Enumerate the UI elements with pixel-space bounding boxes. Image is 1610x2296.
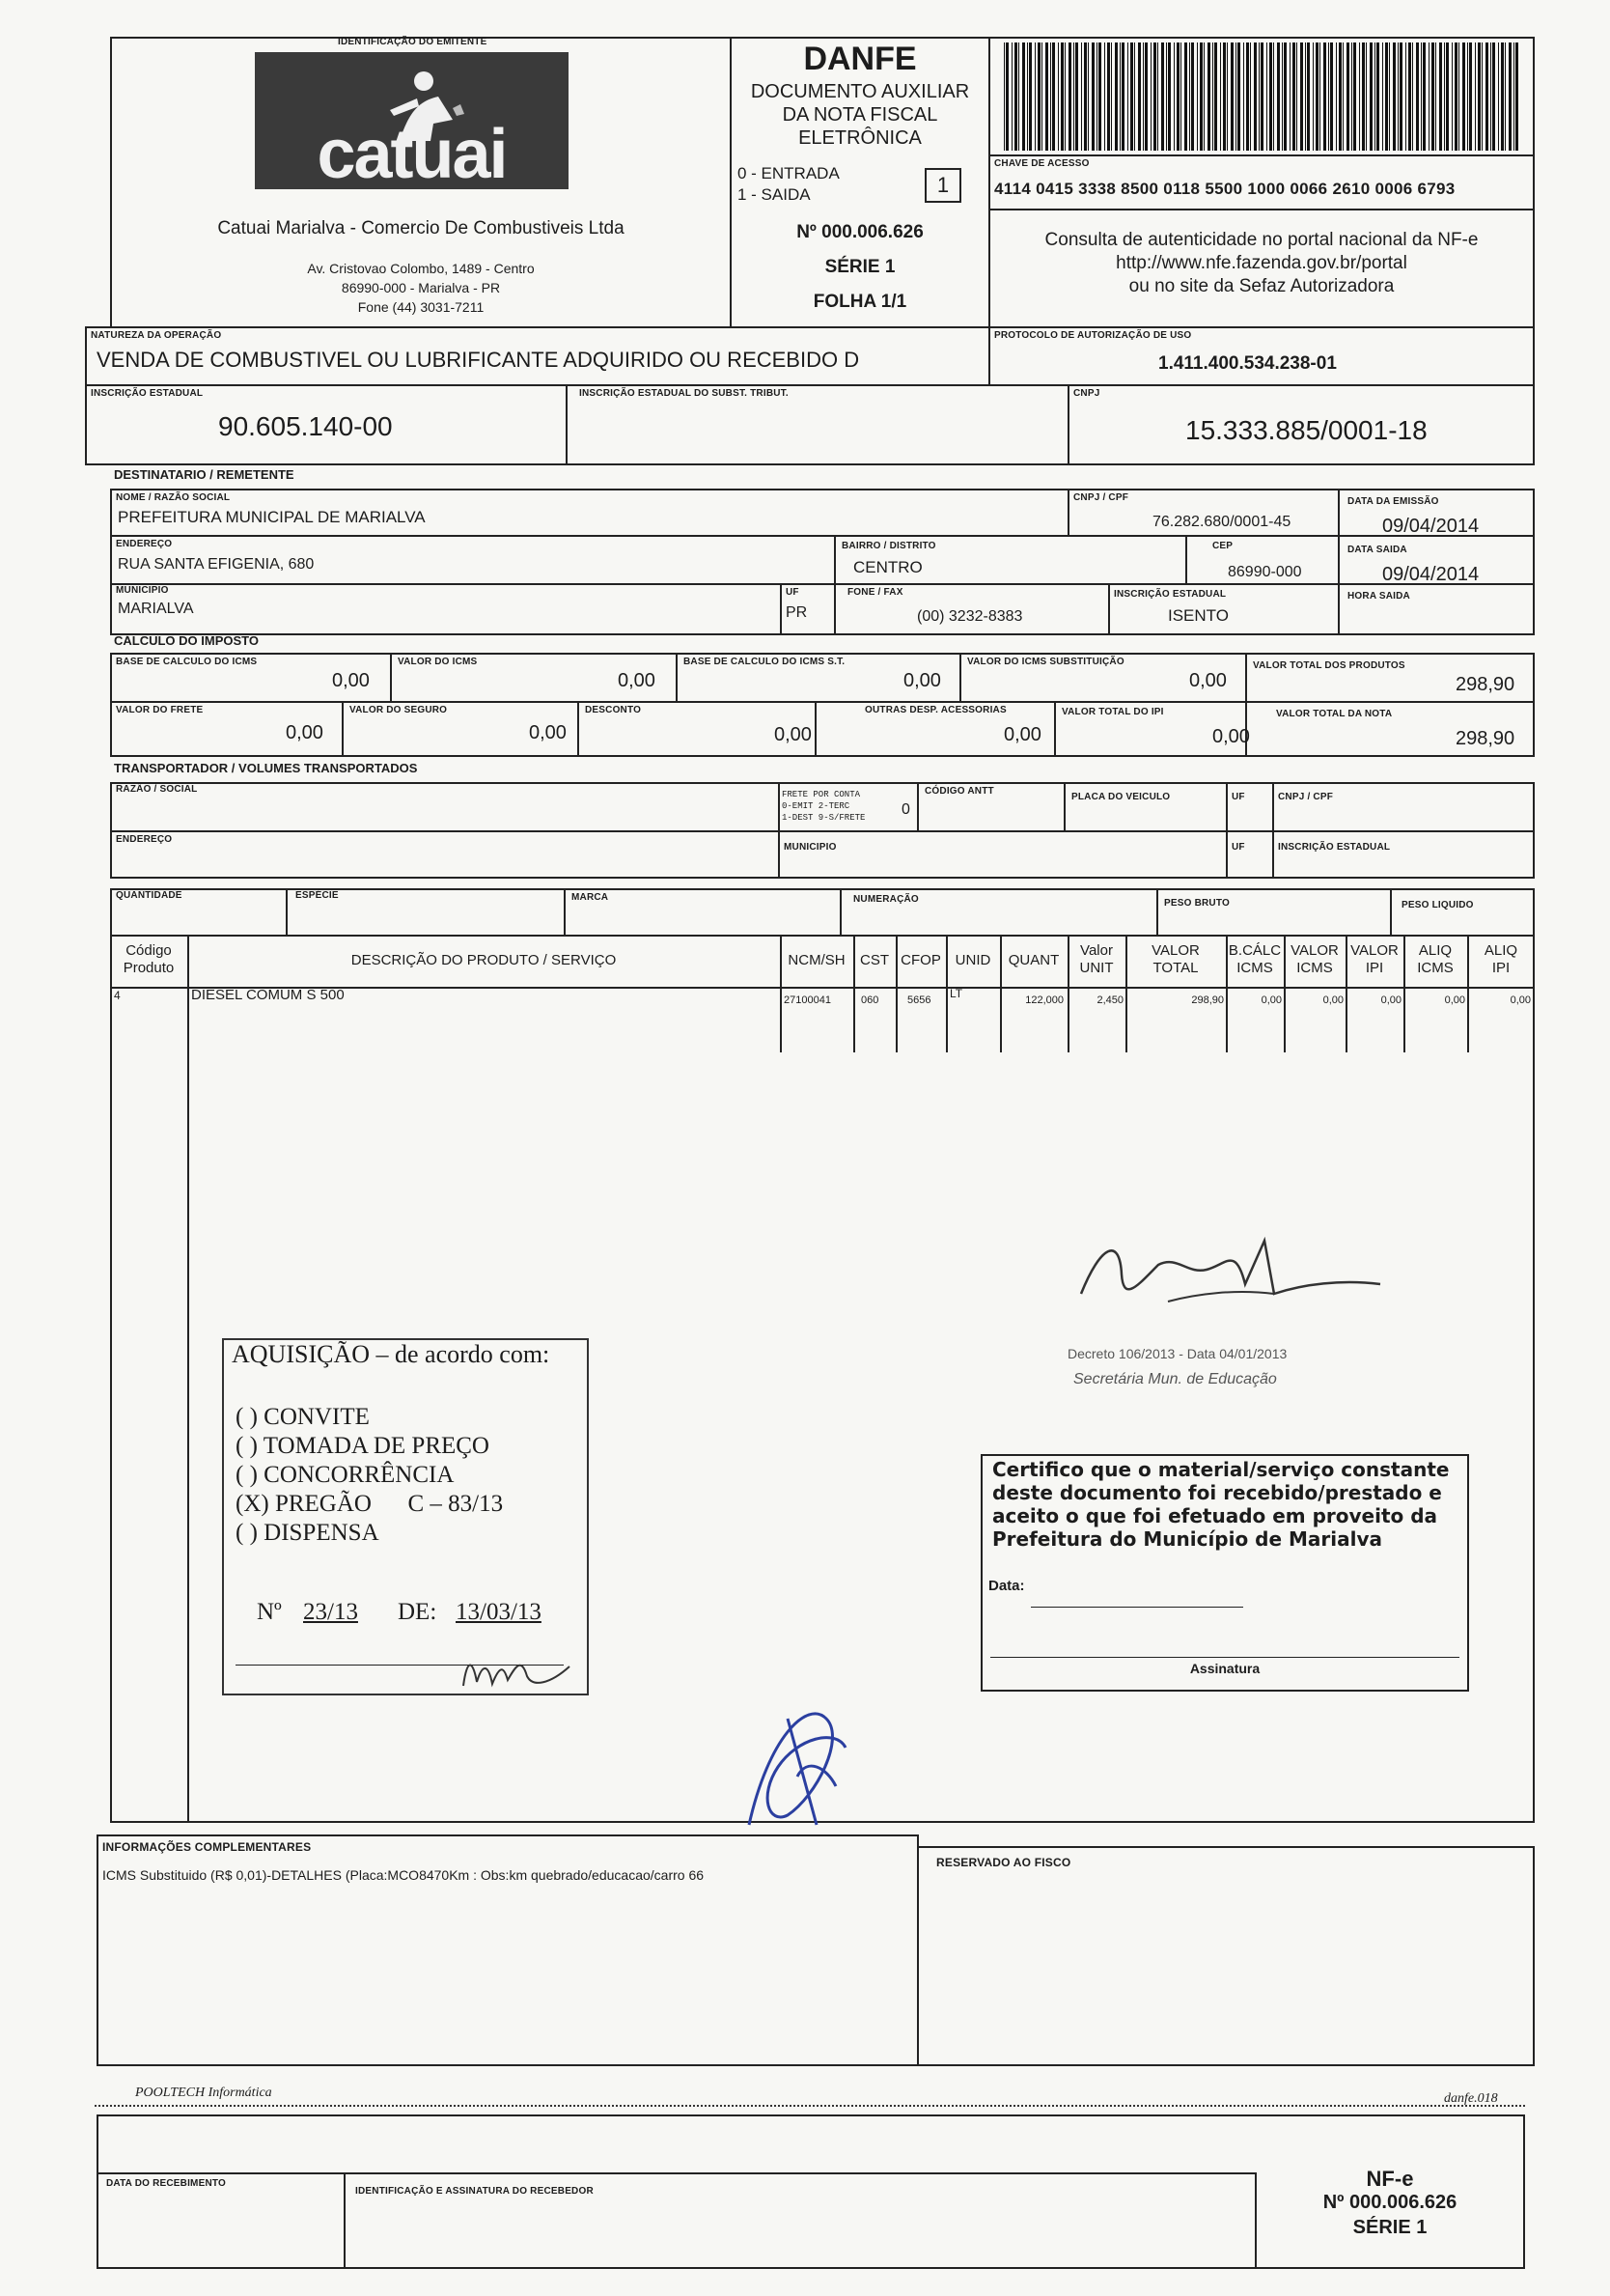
td-vtotal: 298,90 [1191, 994, 1224, 1006]
th-vipi-2: IPI [1365, 960, 1384, 976]
emitente-label: IDENTIFICAÇÃO DO EMITENTE [338, 37, 487, 47]
consulta-3: ou no site da Sefaz Autorizadora [1128, 276, 1395, 296]
td-descricao: DIESEL COMUM S 500 [191, 987, 345, 1003]
aquisicao-opt1: ( ) CONVITE [236, 1404, 370, 1430]
th-vunit-2: UNIT [1079, 960, 1114, 976]
th-descricao: DESCRIÇÃO DO PRODUTO / SERVIÇO [350, 952, 617, 968]
dest-fone-label: FONE / FAX [847, 587, 903, 598]
th-cst: CST [860, 952, 889, 968]
transp-quantidade-label: QUANTIDADE [116, 890, 182, 901]
td-vipi: 0,00 [1380, 994, 1402, 1006]
dest-hora-label: HORA SAIDA [1347, 591, 1410, 602]
td-quant: 122,000 [1025, 994, 1064, 1006]
seguro: 0,00 [529, 722, 567, 743]
dest-bairro-label: BAIRRO / DISTRITO [842, 541, 936, 551]
th-bcicms-2: ICMS [1236, 960, 1273, 976]
th-aipi-2: IPI [1491, 960, 1511, 976]
aquisicao-data: 13/03/13 [456, 1599, 541, 1625]
th-ncm: NCM/SH [788, 952, 846, 968]
ie-st-label: INSCRIÇÃO ESTADUAL DO SUBST. TRIBUT. [579, 388, 789, 399]
th-aicms-2: ICMS [1417, 960, 1454, 976]
dest-fone: (00) 3232-8383 [917, 608, 1023, 625]
form-code: danfe.018 [1444, 2091, 1498, 2106]
th-vicms-2: ICMS [1296, 960, 1333, 976]
dest-saida: 09/04/2014 [1382, 564, 1480, 585]
barcode [1004, 42, 1525, 151]
th-aicms-1: ALIQ [1418, 942, 1453, 959]
emitente-address-1: Av. Cristovao Colombo, 1489 - Centro [307, 261, 535, 276]
aquisicao-num-label: Nº [257, 1599, 282, 1625]
ipi-label: VALOR TOTAL DO IPI [1062, 707, 1164, 717]
cert-line4: Prefeitura do Município de Marialva [992, 1527, 1383, 1551]
desconto: 0,00 [774, 724, 812, 745]
aquisicao-opt2: ( ) TOMADA DE PREÇO [236, 1433, 489, 1459]
consulta-1: Consulta de autenticidade no portal nacional da NF-e [1044, 230, 1479, 250]
td-cst: 060 [861, 994, 879, 1006]
base-st: 0,00 [903, 670, 941, 691]
th-codigo-1: Código [125, 942, 172, 959]
destinatario-section: DESTINATARIO / REMETENTE [114, 467, 294, 482]
th-aipi-1: ALIQ [1484, 942, 1518, 959]
company-logo [255, 52, 569, 193]
nota-folha: FOLHA 1/1 [813, 292, 907, 312]
dest-uf-label: UF [786, 587, 799, 598]
chave-label: CHAVE DE ACESSO [994, 158, 1090, 169]
dest-ie-label: INSCRIÇÃO ESTADUAL [1114, 589, 1227, 600]
nota-numero: Nº 000.006.626 [796, 222, 924, 242]
th-bcicms-1: B.CÁLC [1228, 942, 1282, 959]
dest-municipio: MARIALVA [118, 601, 194, 617]
total-prod-label: VALOR TOTAL DOS PRODUTOS [1253, 660, 1405, 671]
protocolo-label: PROTOCOLO DE AUTORIZAÇÃO DE USO [994, 330, 1192, 341]
dest-cnpj-label: CNPJ / CPF [1073, 492, 1129, 503]
fisco-box [917, 1846, 1535, 2066]
th-quant: QUANT [1008, 952, 1060, 968]
transp-uf2-label: UF [1232, 842, 1245, 853]
secretaria-line1: Decreto 106/2013 - Data 04/01/2013 [1068, 1346, 1288, 1361]
saida-label: 1 - SAIDA [737, 185, 811, 204]
aquisicao-opt5: ( ) DISPENSA [236, 1520, 379, 1546]
cnpj-label: CNPJ [1073, 388, 1100, 399]
td-vicms: 0,00 [1322, 994, 1344, 1006]
th-vtotal-2: TOTAL [1152, 960, 1199, 976]
td-codigo: 4 [114, 989, 121, 1002]
logo-text: catuai [317, 116, 507, 193]
dest-cnpj: 76.282.680/0001-45 [1152, 514, 1291, 530]
dest-cep: 86990-000 [1228, 564, 1302, 580]
aquisicao-title: AQUISIÇÃO – de acordo com: [232, 1340, 550, 1368]
valor-icms: 0,00 [618, 670, 655, 691]
transp-frete-2: 0-EMIT 2-TERC [782, 801, 850, 811]
aquisicao-num: 23/13 [303, 1599, 358, 1625]
aquisicao-opt3: ( ) CONCORRÊNCIA [236, 1462, 455, 1488]
canhoto-assinatura-label: IDENTIFICAÇÃO E ASSINATURA DO RECEBEDOR [355, 2186, 594, 2197]
dest-nome-label: NOME / RAZÃO SOCIAL [116, 492, 231, 503]
canhoto-numero: Nº 000.006.626 [1322, 2192, 1457, 2213]
secretaria-line2: Secretária Mun. de Educação [1073, 1371, 1277, 1387]
danfe-sub-3: ELETRÔNICA [798, 127, 922, 149]
transp-cnpj-label: CNPJ / CPF [1278, 792, 1334, 802]
cert-line3: aceito o que foi efetuado em proveito da [992, 1504, 1438, 1527]
cnpj-value: 15.333.885/0001-18 [1185, 415, 1428, 445]
td-unid: LT [950, 987, 963, 1000]
th-unid: UNID [955, 952, 991, 968]
total-prod: 298,90 [1456, 674, 1515, 695]
dest-nome: PREFEITURA MUNICIPAL DE MARIALVA [118, 508, 426, 526]
emitente-address-2: 86990-000 - Marialva - PR [341, 280, 501, 295]
transp-especie-label: ESPÉCIE [295, 890, 339, 901]
transp-frete-3: 1-DEST 9-S/FRETE [782, 813, 866, 823]
transp-frete-value: 0 [902, 801, 910, 818]
ipi: 0,00 [1212, 726, 1250, 747]
consulta-url[interactable]: http://www.nfe.fazenda.gov.br/portal [1116, 253, 1407, 273]
dest-uf: PR [786, 604, 808, 621]
canhoto-data-label: DATA DO RECEBIMENTO [106, 2178, 226, 2189]
desconto-label: DESCONTO [585, 705, 642, 715]
cert-line2: deste documento foi recebido/prestado e [992, 1481, 1442, 1504]
td-ncm: 27100041 [784, 994, 831, 1006]
emitente-phone: Fone (44) 3031-7211 [357, 299, 485, 315]
td-vunit: 2,450 [1096, 994, 1124, 1006]
dest-bairro: CENTRO [853, 558, 923, 576]
valor-icms-label: VALOR DO ICMS [398, 657, 478, 667]
imposto-section: CÁLCULO DO IMPOSTO [114, 633, 259, 648]
tipo-box: 1 [925, 168, 961, 203]
transp-ie-label: INSCRIÇÃO ESTADUAL [1278, 842, 1391, 853]
th-vunit-1: Valor [1080, 942, 1113, 959]
transporte-section: TRANSPORTADOR / VOLUMES TRANSPORTADOS [114, 761, 418, 775]
dest-endereco-label: ENDEREÇO [116, 539, 173, 549]
cert-assinatura: Assinatura [1189, 1661, 1261, 1676]
th-cfop: CFOP [901, 952, 941, 968]
danfe-sub-2: DA NOTA FISCAL [782, 104, 938, 126]
entrada-label: 0 - ENTRADA [737, 164, 840, 182]
transp-uf-label: UF [1232, 792, 1245, 802]
chave-value[interactable]: 4114 0415 3338 8500 0118 5500 1000 0066 2610 0006 6793 [994, 180, 1456, 198]
th-codigo-2: Produto [123, 960, 175, 976]
cert-line1: Certifico que o material/serviço constante [992, 1458, 1450, 1481]
transp-municipio-label: MUNICIPIO [784, 842, 837, 853]
td-cfop: 5656 [907, 994, 931, 1006]
dest-municipio-label: MUNICIPIO [116, 585, 169, 596]
transp-placa-label: PLACA DO VEICULO [1071, 792, 1171, 802]
valor-st-label: VALOR DO ICMS SUBSTITUIÇÃO [967, 657, 1124, 667]
td-aicms: 0,00 [1444, 994, 1465, 1006]
transp-numeracao-label: NUMERAÇÃO [853, 894, 919, 905]
natureza-label: NATUREZA DA OPERAÇÃO [91, 330, 222, 341]
transp-frete-1: FRETE POR CONTA [782, 790, 861, 799]
cert-data-label: Data: [988, 1578, 1025, 1594]
info-value: ICMS Substituido (R$ 0,01)-DETALHES (Placa:MCO8470Km : Obs:km quebrado/educacao/carro 66 [102, 1867, 705, 1883]
th-vipi-1: VALOR [1350, 942, 1399, 959]
canhoto-serie: SÉRIE 1 [1352, 2217, 1428, 2238]
dest-ie: ISENTO [1168, 606, 1229, 625]
natureza-value: VENDA DE COMBUSTIVEL OU LUBRIFICANTE ADQUIRIDO OU RECEBIDO D [97, 348, 860, 372]
aquisicao-data-label: DE: [398, 1599, 437, 1625]
dest-cep-label: CEP [1212, 541, 1234, 551]
th-vicms-1: VALOR [1291, 942, 1339, 959]
td-bcicms: 0,00 [1261, 994, 1282, 1006]
nota-serie: SÉRIE 1 [824, 257, 896, 277]
secretaria-signature [1062, 1226, 1390, 1342]
dest-emissao: 09/04/2014 [1382, 516, 1480, 537]
transp-marca-label: MARCA [571, 892, 609, 903]
aquisicao-signature [454, 1638, 589, 1695]
total-nota: 298,90 [1456, 728, 1515, 749]
outras: 0,00 [1004, 724, 1041, 745]
info-label: INFORMAÇÕES COMPLEMENTARES [102, 1840, 312, 1854]
emitente-name: Catuai Marialva - Comercio De Combustiveis Ltda [217, 218, 625, 238]
frete-label: VALOR DO FRETE [116, 705, 204, 715]
danfe-sub-1: DOCUMENTO AUXILIAR [750, 81, 970, 102]
software-credit: POOLTECH Informática [135, 2086, 272, 2100]
aquisicao-opt4: (X) PREGÃO C – 83/13 [236, 1491, 504, 1517]
dest-emissao-label: DATA DA EMISSÃO [1347, 496, 1439, 507]
transp-razao-label: RAZÃO / SOCIAL [116, 784, 198, 795]
ie-label: INSCRIÇÃO ESTADUAL [91, 388, 204, 399]
total-nota-label: VALOR TOTAL DA NOTA [1276, 709, 1393, 719]
th-vtotal-1: VALOR [1152, 942, 1200, 959]
pen-signature [730, 1680, 865, 1844]
td-aipi: 0,00 [1510, 994, 1531, 1006]
fisco-label: RESERVADO AO FISCO [936, 1856, 1071, 1869]
dest-endereco: RUA SANTA EFIGENIA, 680 [118, 556, 315, 573]
outras-label: OUTRAS DESP. ACESSORIAS [865, 705, 1007, 715]
transp-peso-liquido-label: PESO LIQUIDO [1402, 900, 1474, 910]
transp-endereco-label: ENDEREÇO [116, 834, 173, 845]
canhoto-nfe: NF-e [1366, 2167, 1414, 2191]
danfe-title: DANFE [803, 41, 917, 77]
base-icms-label: BASE DE CALCULO DO ICMS [116, 657, 258, 667]
transp-peso-bruto-label: PESO BRUTO [1164, 898, 1230, 909]
valor-st: 0,00 [1189, 670, 1227, 691]
dest-saida-label: DATA SAIDA [1347, 545, 1407, 555]
seguro-label: VALOR DO SEGURO [349, 705, 448, 715]
base-icms: 0,00 [332, 670, 370, 691]
base-st-label: BASE DE CALCULO DO ICMS S.T. [683, 657, 846, 667]
frete: 0,00 [286, 722, 323, 743]
transp-antt-label: CÓDIGO ANTT [925, 786, 994, 797]
protocolo-value: 1.411.400.534.238-01 [1158, 353, 1337, 374]
ie-value: 90.605.140-00 [218, 411, 393, 441]
